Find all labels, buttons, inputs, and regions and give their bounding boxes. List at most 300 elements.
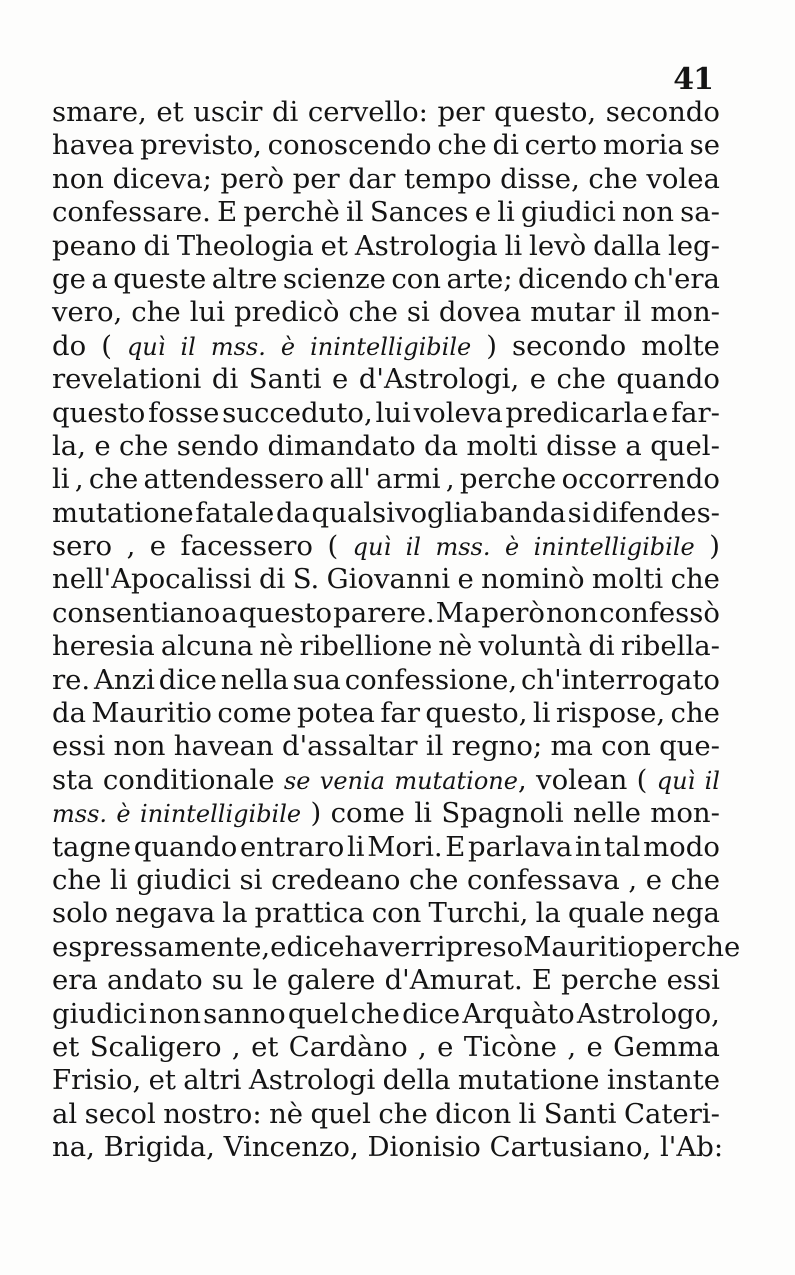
text-word: ch'interrogato <box>521 663 720 696</box>
text-line <box>52 163 720 196</box>
text-word: instante <box>606 1064 720 1097</box>
text-word: Ticòne <box>463 1030 557 1063</box>
text-word: lui <box>189 296 226 329</box>
text-word: certo <box>524 129 598 162</box>
text-line <box>52 831 720 864</box>
text-word: quì <box>656 766 696 795</box>
text-word: credeano <box>271 863 401 896</box>
text-word: havea <box>52 129 135 162</box>
text-word: havean <box>173 730 274 763</box>
text-word: di <box>143 229 170 262</box>
text-word: Theologia <box>176 229 314 262</box>
text-word: non <box>148 997 201 1030</box>
text-word: ) <box>310 797 322 830</box>
text-word: di <box>588 630 615 663</box>
text-word: et <box>251 1030 279 1063</box>
text-word: che <box>350 997 400 1030</box>
text-word: dicendo <box>518 262 628 295</box>
text-word: peano <box>52 229 137 262</box>
text-word: Cardàno <box>288 1030 408 1063</box>
text-word: lui <box>375 396 411 429</box>
text-word: dice <box>286 930 345 963</box>
text-word: Ma <box>435 596 481 629</box>
text-word: nostro: <box>163 1097 262 1130</box>
text-word: era <box>52 964 98 997</box>
text-word: inintelligibile <box>533 533 695 562</box>
text-word: mon- <box>650 797 720 830</box>
text-word: fatale <box>195 496 275 529</box>
text-word: come <box>330 797 405 830</box>
text-word: che <box>378 1097 428 1130</box>
text-word: da <box>275 496 310 529</box>
text-word: , <box>231 1030 241 1063</box>
text-word: e <box>332 363 349 396</box>
text-word: succeduto, <box>222 396 373 429</box>
text-word: E <box>445 830 466 863</box>
text-word: Mauritio <box>523 930 644 963</box>
text-word: moria <box>602 129 684 162</box>
text-line <box>52 930 741 964</box>
text-word: sua <box>292 663 341 696</box>
text-word: e <box>270 930 287 963</box>
text-word: quale <box>567 897 645 930</box>
text-word: facessero <box>180 530 313 563</box>
text-word: si <box>239 863 263 896</box>
text-word: ) <box>709 530 720 563</box>
text-word: secondo <box>605 96 720 128</box>
text-word: leg- <box>667 229 720 262</box>
text-word: sendo <box>176 429 260 462</box>
text-word: ) <box>486 329 497 362</box>
text-word: entraro <box>239 830 345 863</box>
text-word: ch'era <box>633 262 720 295</box>
text-word: voleva <box>413 396 503 429</box>
text-word: Astrologi <box>248 1064 376 1097</box>
text-word: però <box>481 596 545 629</box>
text-word: Anzi <box>94 663 155 696</box>
text-line <box>52 530 720 563</box>
text-word: quando <box>616 363 720 396</box>
text-line <box>52 764 720 797</box>
text-word: il <box>346 196 364 229</box>
text-word: et <box>52 1030 80 1063</box>
text-word: , <box>445 463 455 496</box>
text-word: questo <box>238 596 333 629</box>
text-word: con <box>371 897 422 930</box>
text-word: non <box>546 596 599 629</box>
text-word: questo <box>52 396 146 429</box>
text-word: Sances <box>369 196 469 229</box>
text-word: mss. <box>52 800 108 829</box>
text-word: Mauritio <box>91 697 212 730</box>
text-word: nega <box>651 897 720 930</box>
text-word: la, <box>52 429 86 462</box>
text-line <box>52 497 720 530</box>
text-word: volea <box>646 162 720 195</box>
text-word: e <box>529 363 546 396</box>
text-word: , <box>567 1030 577 1063</box>
text-line <box>52 296 720 329</box>
text-word: ( <box>327 530 339 563</box>
text-word: su <box>211 964 244 997</box>
text-word: ribellione <box>299 630 433 663</box>
text-word: perche <box>459 463 557 496</box>
text-word: l'Ab: <box>660 1131 724 1164</box>
text-word: li <box>52 463 70 496</box>
text-word: solo <box>52 897 109 930</box>
text-word: regno; <box>451 730 543 763</box>
text-word: confessione, <box>344 663 518 696</box>
text-word: altre <box>211 262 278 295</box>
text-word: giudici <box>52 997 147 1030</box>
text-word: alcuna <box>160 630 254 663</box>
text-word: far- <box>670 396 720 429</box>
text-word: che <box>88 463 139 496</box>
text-word: occorrendo <box>561 463 720 496</box>
text-line <box>52 330 720 363</box>
text-line <box>52 864 720 897</box>
text-word: na, <box>52 1131 95 1164</box>
text-word: Giovanni <box>326 563 451 596</box>
text-word: dar <box>348 162 396 195</box>
text-word: è <box>504 533 520 562</box>
text-word: armi <box>376 463 441 496</box>
text-word: che <box>409 863 459 896</box>
text-word: Scaligero <box>89 1030 222 1063</box>
text-word: queste <box>113 262 207 295</box>
text-word: in <box>574 830 602 863</box>
text-word: disse <box>546 429 617 462</box>
text-word: ripreso <box>423 930 524 963</box>
text-word: mutatione <box>457 1064 600 1097</box>
text-word: e <box>457 563 474 596</box>
text-word: , <box>74 463 84 496</box>
text-word: essi <box>666 964 720 997</box>
text-word: con <box>391 262 441 295</box>
text-word: nelle <box>573 797 641 830</box>
text-word: e <box>474 196 492 229</box>
text-word: e <box>437 1030 454 1063</box>
text-word: Frisio, <box>52 1064 142 1097</box>
text-line <box>52 263 720 296</box>
text-word: giudici <box>521 196 616 229</box>
text-word: la <box>535 897 561 930</box>
text-word: mss. <box>210 332 266 361</box>
text-word: e <box>645 863 662 896</box>
text-word: di <box>211 363 239 396</box>
text-word: che <box>131 296 181 329</box>
text-word: attendessero <box>143 463 325 496</box>
text-word: di <box>258 563 286 596</box>
text-word: d'Amurat. <box>384 964 523 997</box>
text-line <box>52 230 720 263</box>
text-word: parere. <box>333 596 435 629</box>
text-word: mutar <box>530 296 615 329</box>
text-word: prattica <box>254 897 365 930</box>
text-word: da <box>52 697 86 730</box>
text-word: volean <box>536 763 628 796</box>
text-word: Santi <box>543 1097 617 1130</box>
text-word: potea <box>297 697 375 730</box>
text-word: li <box>346 830 365 863</box>
text-word: uscir <box>193 96 263 128</box>
text-word: , <box>126 530 136 563</box>
text-word: galere <box>286 964 376 997</box>
text-word: che <box>348 296 398 329</box>
text-word: d'Astrologi, <box>358 363 520 396</box>
text-word: confessò <box>599 596 720 629</box>
text-word: do <box>52 329 87 362</box>
text-line <box>52 1131 724 1164</box>
text-word: quì <box>352 533 392 562</box>
text-word: li <box>414 797 432 830</box>
text-word: di <box>492 129 519 162</box>
text-word: negava <box>115 897 216 930</box>
page-number: 41 <box>673 62 713 97</box>
text-word: all' <box>329 463 371 496</box>
text-word: Spagnoli <box>441 797 564 830</box>
text-word: che <box>52 863 102 896</box>
text-line <box>52 597 720 630</box>
body-text <box>52 96 741 1165</box>
text-line <box>52 1098 720 1131</box>
text-word: predicò <box>234 296 340 329</box>
text-word: haver <box>344 930 424 963</box>
text-word: re. <box>52 663 91 696</box>
text-word: dice <box>158 663 217 696</box>
text-word: quel- <box>650 429 720 462</box>
text-word: ( <box>636 763 648 796</box>
text-word: molti <box>466 429 538 462</box>
text-word: cervello: <box>307 96 428 128</box>
text-word: da <box>424 429 459 462</box>
text-word: il <box>704 766 720 795</box>
text-word: come <box>217 697 292 730</box>
text-word: il <box>623 296 642 329</box>
text-word: qualsivoglia <box>311 496 479 529</box>
text-word: Vincenzo, <box>223 1131 359 1164</box>
text-word: fosse <box>148 396 220 429</box>
text-word: molte <box>641 329 720 362</box>
text-word: le <box>252 964 278 997</box>
text-word: et <box>148 1064 176 1097</box>
text-word: rispose, <box>555 697 666 730</box>
text-line <box>52 797 720 830</box>
text-word: conditionale <box>102 763 275 796</box>
text-word: li <box>497 196 515 229</box>
text-word: però <box>220 162 285 195</box>
text-word: Santi <box>248 363 322 396</box>
text-word: Arquàto <box>462 997 575 1030</box>
text-word: li <box>518 1097 537 1130</box>
text-word: dice <box>402 997 461 1030</box>
text-word: consentiano <box>52 596 221 629</box>
text-word: nè <box>259 630 294 663</box>
text-word: la <box>222 897 248 930</box>
text-line <box>52 998 720 1031</box>
text-word: inintelligibile <box>140 800 302 829</box>
text-word: E <box>531 964 552 997</box>
text-word: d'assaltar <box>282 730 418 763</box>
text-line <box>52 397 720 430</box>
text-word: quel <box>310 1097 371 1130</box>
text-word: inintelligibile <box>310 332 472 361</box>
text-word: che <box>670 697 720 730</box>
text-word: sero <box>52 530 113 563</box>
text-word: dalla <box>593 229 662 262</box>
text-word: difendes- <box>592 496 720 529</box>
text-word: nell'Apocalissi <box>52 563 252 596</box>
text-word: mss. <box>435 533 491 562</box>
text-word: , <box>418 1030 427 1063</box>
text-line <box>52 430 720 463</box>
text-word: li <box>532 697 551 730</box>
text-word: e <box>94 429 111 462</box>
text-word: parlava <box>468 830 573 863</box>
text-word: mutatione <box>52 496 194 529</box>
text-word: dimandato <box>267 429 416 462</box>
text-word: il <box>180 332 196 361</box>
text-word: Astrologo, <box>576 997 720 1030</box>
text-word: diceva; <box>112 162 212 195</box>
text-word: nè <box>269 1097 304 1130</box>
text-word: li <box>110 863 128 896</box>
text-line <box>52 96 720 129</box>
text-word: E <box>217 196 238 229</box>
text-word: se <box>283 766 311 795</box>
text-word: che <box>437 129 487 162</box>
text-word: smare, <box>52 96 147 128</box>
text-word: essi <box>52 730 106 763</box>
text-word: confessare. <box>52 196 211 229</box>
text-line <box>52 1031 720 1064</box>
text-word: e <box>149 530 167 563</box>
text-word: non <box>621 196 674 229</box>
text-word: modo <box>643 830 720 863</box>
text-word: a <box>625 429 642 462</box>
text-line <box>52 730 720 763</box>
text-word: il <box>405 533 421 562</box>
text-word: tagne <box>52 830 132 863</box>
text-word: mutatione, <box>394 763 527 796</box>
text-word: per <box>437 96 485 128</box>
text-word: perche <box>561 964 658 997</box>
text-word: nella <box>220 663 289 696</box>
text-line <box>52 664 720 697</box>
text-line <box>52 964 720 997</box>
text-word: levò <box>529 229 587 262</box>
text-word: Mori. <box>367 830 443 863</box>
text-line <box>52 630 720 663</box>
text-line <box>52 463 720 496</box>
text-line <box>52 363 720 396</box>
text-word: con <box>601 730 651 763</box>
text-line <box>52 897 720 930</box>
text-word: il <box>425 730 444 763</box>
text-word: è <box>116 800 131 829</box>
text-word: vero, <box>52 296 123 329</box>
text-word: , <box>628 863 638 896</box>
text-word: li <box>504 229 523 262</box>
text-word: tempo <box>404 162 492 195</box>
text-word: nè <box>438 630 473 663</box>
text-word: ( <box>101 329 112 362</box>
text-word: disse, <box>500 162 580 195</box>
text-word: banda <box>480 496 566 529</box>
text-word: perchè <box>243 196 340 229</box>
text-word: secondo <box>511 329 627 362</box>
text-word: confessava <box>467 863 620 896</box>
text-line <box>52 697 720 730</box>
text-word: che <box>588 162 638 195</box>
text-word: S. <box>292 563 320 596</box>
text-word: della <box>382 1064 451 1097</box>
text-word: sa- <box>680 196 720 229</box>
text-word: molti <box>591 563 664 596</box>
text-word: Gemma <box>613 1030 720 1063</box>
text-word: a <box>221 596 238 629</box>
text-word: secol <box>84 1097 156 1130</box>
text-word: que- <box>659 730 720 763</box>
text-word: Astrologia <box>354 229 498 262</box>
text-word: si <box>567 496 591 529</box>
text-word: altri <box>183 1064 242 1097</box>
text-word: dovea <box>438 296 522 329</box>
text-word: per <box>292 162 340 195</box>
text-word: a <box>91 262 108 295</box>
text-word: si <box>406 296 430 329</box>
text-line <box>52 563 720 596</box>
text-word: espressamente, <box>52 930 271 963</box>
text-word: se <box>689 129 720 162</box>
text-word: questo, <box>494 96 597 128</box>
text-word: conoscendo <box>267 129 432 162</box>
text-word: predicarla <box>505 396 650 429</box>
text-word: sta <box>52 763 94 796</box>
text-word: et <box>156 96 184 128</box>
text-word: sanno <box>203 997 286 1030</box>
text-word: dicon <box>435 1097 512 1130</box>
text-word: revelationi <box>52 363 202 396</box>
text-line <box>52 1064 720 1097</box>
text-word: venia <box>319 766 385 795</box>
text-word: che <box>556 363 606 396</box>
text-word: Cartusiano, <box>489 1131 652 1164</box>
text-line <box>52 129 720 162</box>
text-word: e <box>651 396 669 429</box>
text-word: al <box>52 1097 78 1130</box>
text-word: et <box>320 229 348 262</box>
text-word: mon- <box>650 296 720 329</box>
text-word: che <box>670 863 720 896</box>
text-word: perche <box>643 930 741 963</box>
text-word: nominò <box>481 563 585 596</box>
text-word: Cateri- <box>623 1097 720 1130</box>
text-word: che <box>670 563 720 596</box>
text-word: questo, <box>425 697 528 730</box>
text-word: non <box>113 730 166 763</box>
text-word: Brigida, <box>103 1131 215 1164</box>
text-word: che <box>119 429 169 462</box>
text-word: quando <box>133 830 238 863</box>
text-word: Dionisio <box>367 1131 481 1164</box>
text-word: arte; <box>446 262 513 295</box>
text-line <box>52 196 720 229</box>
text-word: ma <box>550 730 593 763</box>
text-word: ribella- <box>620 630 720 663</box>
text-word: e <box>586 1030 603 1063</box>
text-word: giudici <box>136 863 231 896</box>
